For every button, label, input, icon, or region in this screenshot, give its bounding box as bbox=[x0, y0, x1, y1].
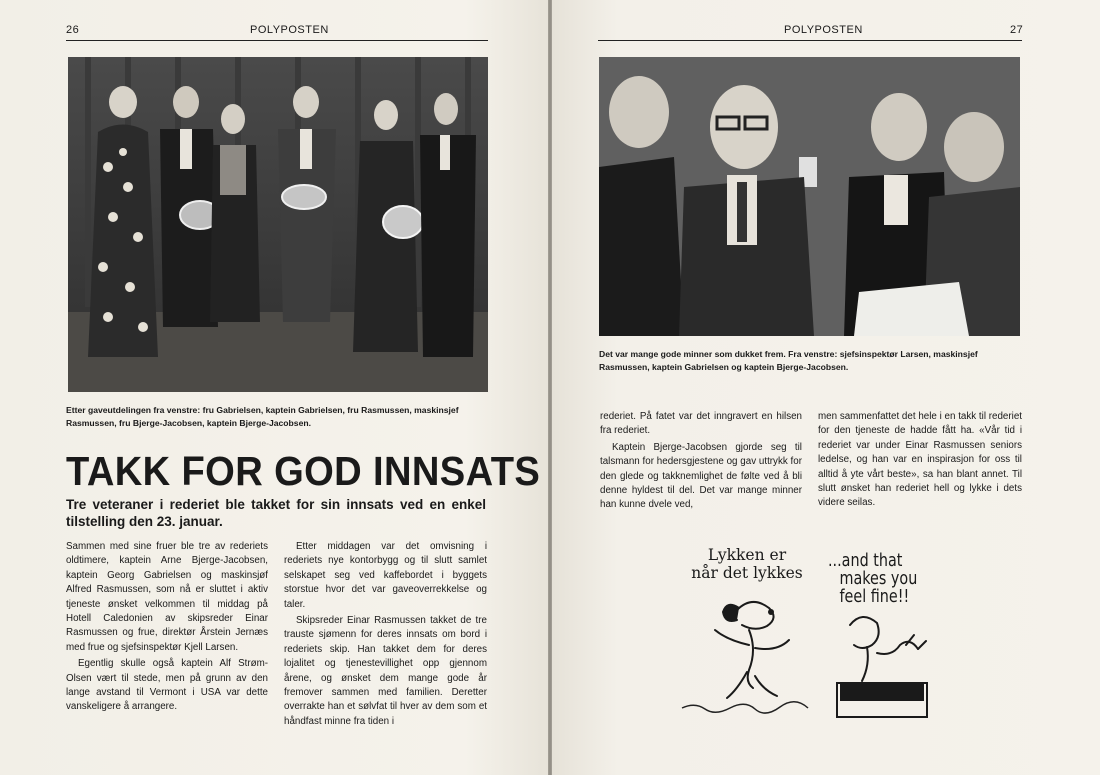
article-column-2 bbox=[818, 410, 1022, 513]
photo-caption: Det var mange gode minner som dukket frem. Fra venstre: sjefsinspektør Larsen, maskinsjef Rasmussen, kaptein Gabrielsen og kaptein Bjerge-Jacobsen. bbox=[599, 349, 978, 372]
article-column-2 bbox=[284, 540, 487, 731]
paragraph: Kaptein Bjerge-Jacobsen gjorde seg til talsmann for hedersgjestene og gav uttrykk for den glede og takknemlighet de følte ved å bli denne hyldest til del. Det var mange minner han kunne dvele ved, bbox=[600, 441, 802, 511]
paragraph: rederiet. På fatet var det inngravert en hilsen fra rederiet. bbox=[600, 411, 802, 437]
article-column-1 bbox=[66, 540, 268, 717]
left-page bbox=[0, 0, 548, 775]
signature-scribble-illustration bbox=[680, 700, 810, 714]
group-photo bbox=[68, 57, 488, 392]
comic-1-title-line: når det lykkes bbox=[691, 564, 803, 582]
snoopy-on-doghouse-illustration bbox=[822, 605, 942, 720]
page-number: 27 bbox=[1010, 24, 1024, 36]
paragraph: men sammenfattet det hele i en takk til rederiet for den tjeneste de hadde fått ha. «Vår tid i rederiet var under Einar Rasmussen seniors ledelse, og han var en inspirasjon for oss til alltid å yte vårt beste», sa han blant annet. Til slutt ønsket han rederiet hell og lykke i dets videre seilas. bbox=[818, 411, 1022, 509]
comic-1-title-line: Lykken er bbox=[707, 546, 787, 564]
photo-caption: Etter gaveutdelingen fra venstre: fru Gabrielsen, kaptein Gabrielsen, fru Rasmussen, maskinsjef Rasmussen, fru Bjerge-Jacobsen, kaptein Bjerge-Jacobsen. bbox=[66, 405, 459, 428]
comic-2-title bbox=[828, 552, 926, 606]
comic-2-title-line: feel fine!! bbox=[839, 587, 910, 607]
paragraph: Sammen med sine fruer ble tre av rederiets oldtimere, kaptein Arne Bjerge-Jacobsen, kaptein Georg Gabrielsen og maskinsjøf Alfred Rasmussen, som nå er sluttet i aktiv tjeneste ønsket velkommen til middag på Hotell Caledonien av skipsreder Einar Rasmussen og frue, direktør Årstein Jernæs med frue og sjefsinspektør Kjell Larsen. bbox=[66, 541, 268, 653]
comic-2-title-line: makes you bbox=[839, 569, 918, 589]
page-number: 26 bbox=[66, 24, 80, 36]
group-photo-illustration bbox=[68, 57, 488, 392]
paragraph: Etter middagen var det omvisning i rederiets nye kontorbygg og til slutt samlet selskapet seg ved kaffebordet i byggets storstue hvor det var gaveoverrekkelse og taler. bbox=[284, 541, 487, 610]
article-headline: TAKK FOR GOD INNSATS bbox=[66, 448, 541, 494]
running-header: POLYPOSTEN bbox=[784, 24, 863, 36]
comic-2-title-line: ...and that bbox=[828, 551, 903, 571]
men-photo bbox=[599, 57, 1020, 336]
snoopy-dancing-illustration bbox=[697, 590, 807, 715]
paragraph: Skipsreder Einar Rasmussen takket de tre trauste sjømenn for deres innsats om bord i rederiets skip. Han takket dem for deres lojalitet og tjenestevillighet opp gjennom årene, og ønsket dem mange gode år fremover sammen med familien. Deretter overrakte han et sølvfat til hver av dem som et håndfast minne fra tiden i bbox=[284, 615, 487, 727]
right-page bbox=[552, 0, 1100, 775]
running-header: POLYPOSTEN bbox=[250, 24, 329, 36]
paragraph: Egentlig skulle også kaptein Alf Strøm-Olsen vært til stede, men på grunn av den lange avstand til Vermont i USA var dette vanskeligere å arrangere. bbox=[66, 658, 268, 713]
article-column-1 bbox=[600, 410, 802, 515]
article-subheadline: Tre veteraner i rederiet ble takket for sin innsats ved en enkel tilstelling den 23. januar. bbox=[66, 497, 486, 529]
header-rule bbox=[66, 40, 488, 41]
men-photo-illustration bbox=[599, 57, 1020, 336]
header-rule bbox=[598, 40, 1022, 41]
comic-1-title bbox=[677, 546, 817, 582]
